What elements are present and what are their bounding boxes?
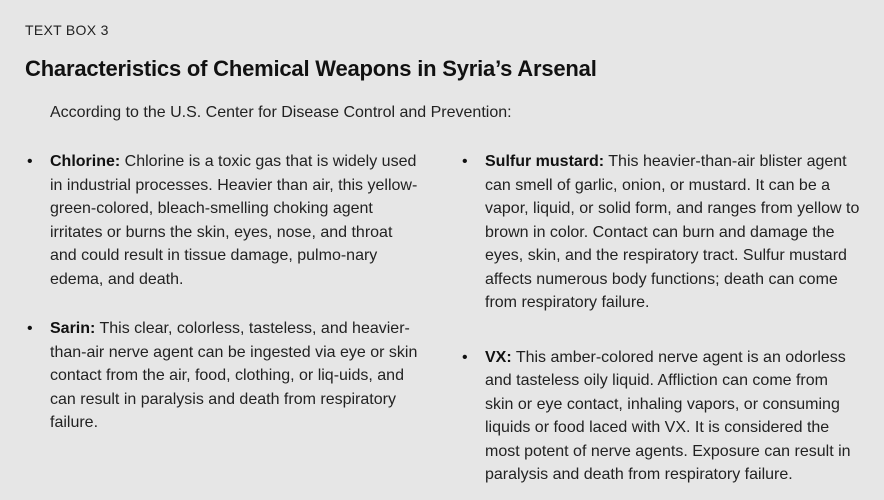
intro-text: According to the U.S. Center for Disease Control and Prevention: (50, 104, 512, 121)
bullet-icon: • (462, 348, 468, 366)
text-box-label: TEXT BOX 3 (25, 22, 109, 38)
bullet-icon: • (27, 153, 33, 170)
description-chlorine: Chlorine is a toxic gas that is widely used in industrial processes. Heavier than air, this yellow-green-colored, bleach-smelling choking agent irritates or burns the skin, eyes, nose, and throat and could result in tissue damage, pulmo-nary edema, and death. (50, 153, 418, 288)
description-vx: This amber-colored nerve agent is an odorless and tasteless oily liquid. Affliction can come from skin or eye contact, inhaling vapors, or consuming liquids or food laced with VX. It is considered the most potent of nerve agents. Exposure can result in paralysis and death from respiratory failure. (485, 348, 851, 483)
text-box-title: Characteristics of Chemical Weapons in Syria’s Arsenal (25, 56, 597, 81)
right-column (460, 150, 860, 487)
description-sarin: This clear, colorless, tasteless, and heavier-than-air nerve agent can be ingested via eye or skin contact from the air, food, clothing, or liq-uids, and can result in paralysis and death from respiratory failure. (50, 320, 418, 431)
term-sulfur-mustard: Sulfur mustard: (485, 153, 605, 170)
bullet-icon: • (27, 320, 33, 337)
bullet-item-vx (460, 346, 860, 487)
term-chlorine: Chlorine: (50, 153, 121, 170)
description-sulfur-mustard: This heavier-than-air blister agent can smell of garlic, onion, or mustard. It can be a vapor, liquid, or solid form, and ranges from yellow to brown in color. Contact can burn and damage the eyes, skin, and the respiratory tract. Sulfur mustard affects numerous body functions; death can come from respiratory failure. (485, 153, 860, 311)
bullet-item-chlorine (25, 150, 420, 291)
bullet-item-sarin (25, 317, 420, 435)
bullet-item-sulfur-mustard (460, 150, 860, 315)
term-sarin: Sarin: (50, 320, 96, 337)
term-vx: VX: (485, 348, 512, 366)
left-column (25, 150, 420, 435)
bullet-icon: • (462, 153, 468, 170)
